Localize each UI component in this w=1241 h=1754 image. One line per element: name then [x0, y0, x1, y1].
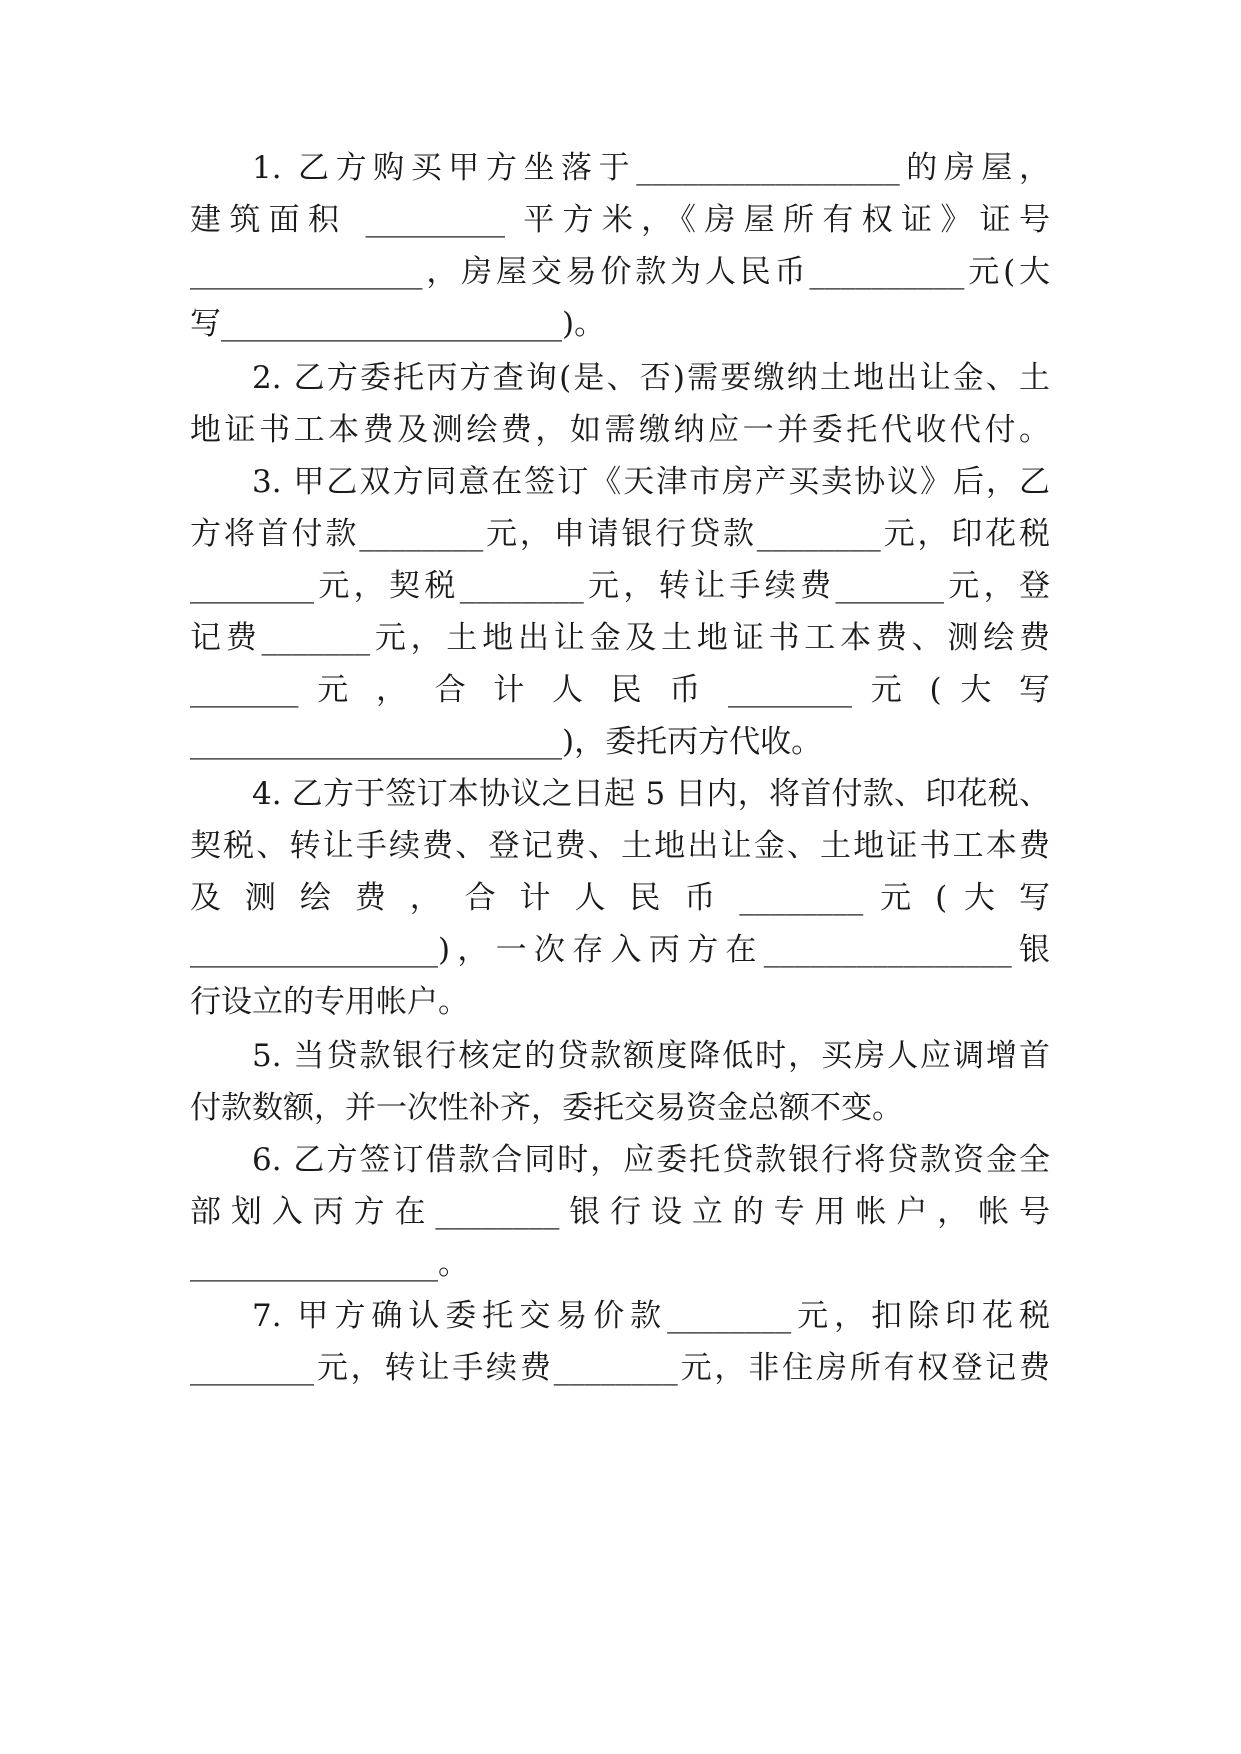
clause-4-line-4: ________________)，一次存入丙方在________________银: [190, 932, 1050, 968]
clause-1-line-3: _______________，房屋交易价款为人民币__________元(大: [190, 254, 1050, 290]
clause-3-line-4: 记费_______元，土地出让金及土地证书工本费、测绘费: [190, 620, 1050, 656]
clause-4-line-1: 4. 乙方于签订本协议之日起 5 日内，将首付款、印花税、: [252, 776, 1050, 812]
clause-4-line-5: 行设立的专用帐户。: [190, 984, 469, 1020]
clause-3-line-2: 方将首付款________元，申请银行贷款________元，印花税: [190, 516, 1050, 552]
clause-3-line-5: _______ 元 ， 合 计 人 民 币 ________ 元 ( 大 写: [190, 672, 1050, 708]
clause-5-line-1: 5. 当贷款银行核定的贷款额度降低时，买房人应调增首: [252, 1038, 1050, 1074]
clause-1-line-1: 1. 乙方购买甲方坐落于_________________的房屋，: [252, 150, 1050, 186]
clause-3-line-3: ________元，契税________元，转让手续费_______元，登: [190, 568, 1050, 604]
clause-7-line-1: 7. 甲方确认委托交易价款________元，扣除印花税: [252, 1298, 1050, 1334]
clause-3-line-1: 3. 甲乙双方同意在签订《天津市房产买卖协议》后，乙: [252, 464, 1050, 500]
clause-2-line-2: 地证书工本费及测绘费，如需缴纳应一并委托代收代付。: [190, 412, 1050, 448]
clause-3-line-6: ________________________)，委托丙方代收。: [190, 724, 823, 760]
clause-2-line-1: 2. 乙方委托丙方查询(是、否)需要缴纳土地出让金、土: [252, 360, 1050, 396]
clause-1-line-4: 写______________________)。: [190, 306, 606, 342]
clause-7-line-2: ________元，转让手续费________元，非住房所有权登记费: [190, 1350, 1050, 1386]
clause-4-line-2: 契税、转让手续费、登记费、土地出让金、土地证书工本费: [190, 828, 1050, 864]
clause-6-line-1: 6. 乙方签订借款合同时，应委托贷款银行将贷款资金全: [252, 1142, 1050, 1178]
clause-5-line-2: 付款数额，并一次性补齐，委托交易资金总额不变。: [190, 1090, 903, 1126]
clause-4-line-3: 及 测 绘 费 ， 合 计 人 民 币 ________ 元 ( 大 写: [190, 880, 1050, 916]
clause-6-line-2: 部划入丙方在________银行设立的专用帐户，帐号: [190, 1194, 1050, 1230]
clause-6-line-3: ________________。: [190, 1246, 469, 1282]
clause-1-line-2: 建筑面积 _________ 平方米，《房屋所有权证》证号: [190, 202, 1050, 238]
